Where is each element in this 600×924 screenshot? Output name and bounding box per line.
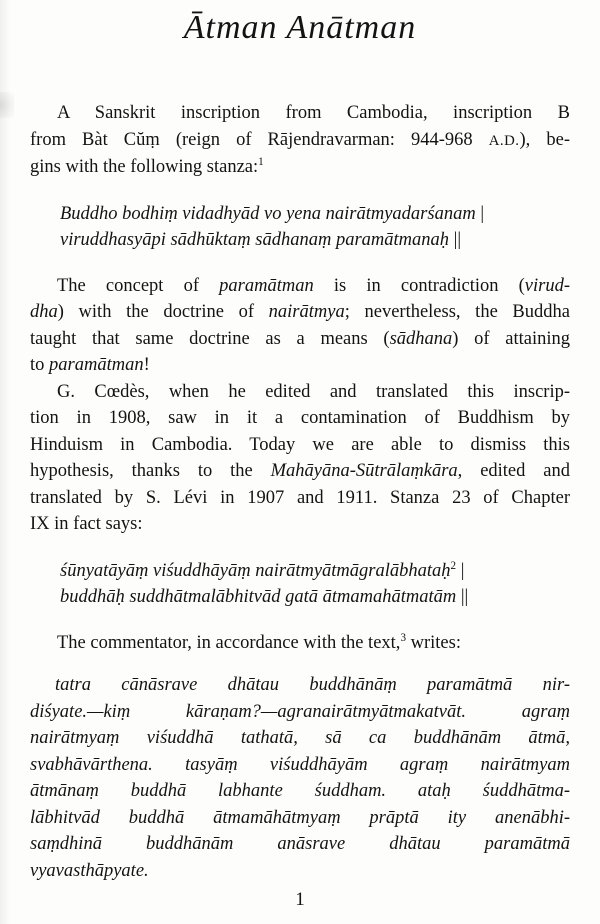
text-line: hypothesis, thanks to the Mahāyāna-Sūtrālaṃkāra, edited and: [30, 461, 570, 481]
page-title: Ātman Anātman: [183, 9, 417, 46]
text-line: from Bàt Cŭṃ (reign of Rājendravarman: 944-968 A.D.), be-: [30, 129, 570, 150]
text-line: taught that same doctrine as a means (sādhana) of attaining: [30, 328, 570, 349]
page-number: 1: [295, 889, 305, 910]
text-line: vyavasthāpyate.: [30, 860, 149, 881]
text-line: śūnyatāyāṃ viśuddhāyāṃ nairātmyātmāgralābhataḥ$^2$ |: [60, 559, 465, 581]
para-block: [30, 100, 570, 181]
text-line: The concept of paramātman is in contradiction (virud-: [57, 275, 570, 296]
text-line: nairātmyaṃ viśuddhā tathatā, sā ca buddhānām ātmā,: [30, 728, 570, 748]
text-line: tatra cānāsrave dhātau buddhānāṃ paramātmā nir-: [55, 675, 570, 695]
text-line: viruddhasyāpi sādhūktaṃ sādhanaṃ paramātmanaḥ ||: [60, 230, 462, 250]
text-line: G. Cœdès, when he edited and translated this inscrip-: [57, 381, 570, 402]
text-line: lābhitvād buddhā ātmamāhātmyaṃ prāptā ity anenābhi-: [30, 807, 570, 828]
text-line: The commentator, in accordance with the text,$^3$ writes:: [57, 631, 461, 653]
page-body: [0, 100, 600, 884]
text-line: buddhāḥ suddhātmalābhitvād gatā ātmamahātmatām ||: [60, 587, 469, 607]
text-line: to paramātman!: [30, 355, 150, 375]
verse-block: [60, 558, 570, 611]
text-line: A Sanskrit inscription from Cambodia, inscription B: [57, 103, 570, 123]
text-line: IX in fact says:: [30, 514, 143, 534]
commentary-block: [30, 672, 570, 884]
text-line: ātmānaṃ buddhā labhante śuddham. ataḥ śuddhātma-: [30, 781, 570, 801]
para-block: [30, 379, 570, 538]
para-block: [30, 630, 570, 657]
text-line: Buddho bodhiṃ vidadhyād vo yena nairātmyadarśanam |: [60, 203, 485, 224]
text-line: svabhāvārthena. tasyāṃ viśuddhāyām agraṃ nairātmyam: [30, 754, 570, 775]
verse-block: [60, 201, 570, 254]
para-block: [30, 273, 570, 379]
text-line: saṃdhinā buddhānām anāsrave dhātau paramātmā: [30, 834, 570, 854]
text-line: diśyate.—kiṃ kāraṇam?—agranairātmyātmakatvāt. agraṃ: [30, 701, 570, 722]
text-line: Hinduism in Cambodia. Today we are able to dismiss this: [30, 434, 570, 455]
text-line: dha) with the doctrine of nairātmya; nevertheless, the Buddha: [30, 302, 570, 322]
text-line: translated by S. Lévi in 1907 and 1911. Stanza 23 of Chapter: [30, 487, 570, 508]
text-line: tion in 1908, saw in it a contamination of Buddhism by: [30, 408, 570, 428]
text-line: gins with the following stanza:$^1$: [30, 156, 264, 177]
